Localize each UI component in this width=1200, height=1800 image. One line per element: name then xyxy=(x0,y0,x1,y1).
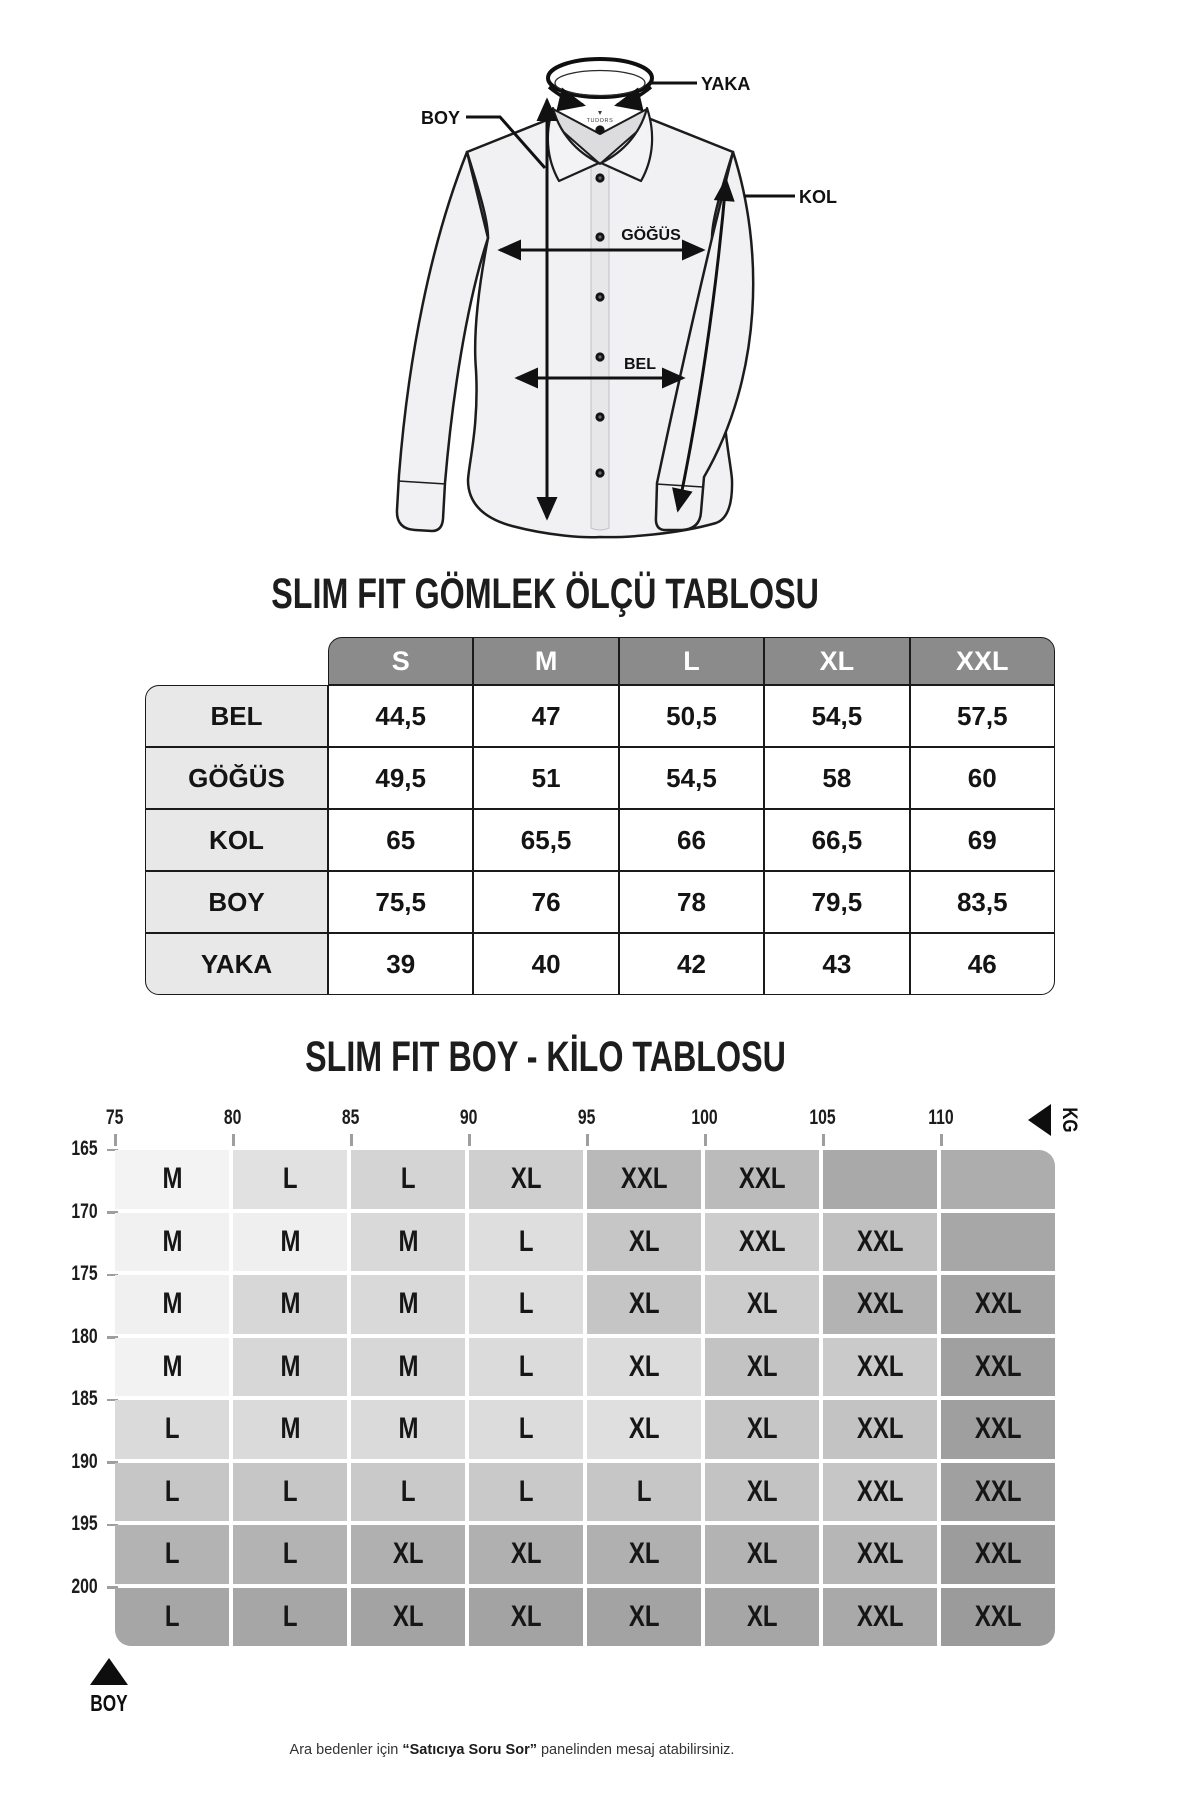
matrix-cell-175-105: XXL xyxy=(823,1275,937,1334)
cell-gogus-s: 49,5 xyxy=(328,747,473,809)
cell-boy-m: 76 xyxy=(473,871,618,933)
cell-kol-l: 66 xyxy=(619,809,764,871)
matrix-cell-190-90: L xyxy=(469,1463,583,1522)
collar-ring-inner xyxy=(555,71,645,96)
cell-kol-xxl: 69 xyxy=(910,809,1055,871)
row-header-boy: BOY xyxy=(145,871,328,933)
row-header-yaka: YAKA xyxy=(145,933,328,995)
cell-bel-xxl: 57,5 xyxy=(910,685,1055,747)
matrix-cell-175-95: XL xyxy=(587,1275,701,1334)
matrix-cell-170-80: M xyxy=(233,1213,347,1272)
cell-bel-xl: 54,5 xyxy=(764,685,909,747)
matrix-cell-190-100: XL xyxy=(705,1463,819,1522)
matrix-cell-195-95: XL xyxy=(587,1525,701,1584)
matrix-cell-180-100: XL xyxy=(705,1338,819,1397)
matrix-cell-185-80: M xyxy=(233,1400,347,1459)
row-header-gogus: GÖĞÜS xyxy=(145,747,328,809)
kg-tick-mark xyxy=(586,1134,589,1146)
brand-mark-icon xyxy=(598,111,602,115)
matrix-cell-165-80: L xyxy=(233,1150,347,1209)
collar-button xyxy=(595,125,604,134)
matrix-cell-185-100: XL xyxy=(705,1400,819,1459)
cell-yaka-l: 42 xyxy=(619,933,764,995)
matrix-cell-175-75: M xyxy=(115,1275,229,1334)
kg-tick-mark xyxy=(822,1134,825,1146)
kg-tick-label-105: 105 xyxy=(809,1106,837,1129)
cell-yaka-xxl: 46 xyxy=(910,933,1055,995)
footer-note-bold: “Satıcıya Soru Sor” xyxy=(402,1742,537,1758)
cell-kol-m: 65,5 xyxy=(473,809,618,871)
boy-tick-label-190: 190 xyxy=(71,1449,98,1473)
matrix-cell-170-110 xyxy=(941,1213,1055,1272)
matrix-cell-190-75: L xyxy=(115,1463,229,1522)
matrix-cell-195-105: XXL xyxy=(823,1525,937,1584)
matrix-cell-190-85: L xyxy=(351,1463,465,1522)
kg-tick-label-90: 90 xyxy=(460,1106,478,1129)
matrix-cell-185-75: L xyxy=(115,1400,229,1459)
size-table xyxy=(145,637,1055,995)
cell-gogus-xxl: 60 xyxy=(910,747,1055,809)
yaka-diagram-label: YAKA xyxy=(701,74,751,94)
matrix-cell-200-85: XL xyxy=(351,1588,465,1647)
cell-bel-s: 44,5 xyxy=(328,685,473,747)
matrix-cell-200-80: L xyxy=(233,1588,347,1647)
kg-tick-label-75: 75 xyxy=(106,1106,124,1129)
kg-tick-mark xyxy=(704,1134,707,1146)
matrix-cell-200-75: L xyxy=(115,1588,229,1647)
matrix-cell-200-110: XXL xyxy=(941,1588,1055,1647)
matrix-cell-195-75: L xyxy=(115,1525,229,1584)
size-col-header-l: L xyxy=(619,637,764,685)
cell-bel-l: 50,5 xyxy=(619,685,764,747)
matrix-cell-175-90: L xyxy=(469,1275,583,1334)
matrix-cell-185-105: XXL xyxy=(823,1400,937,1459)
matrix-cell-170-105: XXL xyxy=(823,1213,937,1272)
shirt-diagram xyxy=(330,30,870,550)
cell-boy-s: 75,5 xyxy=(328,871,473,933)
matrix-cell-165-110 xyxy=(941,1150,1055,1209)
kg-tick-mark xyxy=(114,1134,117,1146)
matrix-cell-185-85: M xyxy=(351,1400,465,1459)
footer-note-prefix: Ara bedenler için xyxy=(289,1742,403,1758)
boy-arrow-icon xyxy=(90,1658,128,1685)
size-col-header-s: S xyxy=(328,637,473,685)
kg-tick-label-95: 95 xyxy=(578,1106,596,1129)
matrix-cell-170-75: M xyxy=(115,1213,229,1272)
matrix-cell-185-95: XL xyxy=(587,1400,701,1459)
matrix-cell-200-105: XXL xyxy=(823,1588,937,1647)
matrix-cell-195-85: XL xyxy=(351,1525,465,1584)
row-header-bel: BEL xyxy=(145,685,328,747)
matrix-cell-195-100: XL xyxy=(705,1525,819,1584)
matrix-cell-165-90: XL xyxy=(469,1150,583,1209)
size-table-title: SLIM FIT GÖMLEK ÖLÇÜ TABLOSU xyxy=(271,570,819,618)
kg-arrow-icon xyxy=(1028,1104,1051,1136)
boy-tick-label-175: 175 xyxy=(71,1262,98,1285)
kg-axis-label: KG xyxy=(1058,1107,1081,1133)
cell-kol-s: 65 xyxy=(328,809,473,871)
matrix-cell-180-110: XXL xyxy=(941,1338,1055,1397)
matrix-cell-200-95: XL xyxy=(587,1588,701,1647)
boy-tick-label-165: 165 xyxy=(71,1137,98,1160)
matrix-cell-170-90: L xyxy=(469,1213,583,1272)
gogus-diagram-label: GÖĞÜS xyxy=(621,227,681,244)
cell-yaka-m: 40 xyxy=(473,933,618,995)
height-weight-matrix xyxy=(115,1150,1055,1646)
matrix-cell-165-100: XXL xyxy=(705,1150,819,1209)
kg-tick-mark xyxy=(350,1134,353,1146)
matrix-cell-175-80: M xyxy=(233,1275,347,1334)
matrix-cell-175-100: XL xyxy=(705,1275,819,1334)
kg-tick-mark xyxy=(940,1134,943,1146)
matrix-cell-195-90: XL xyxy=(469,1525,583,1584)
boy-tick-label-170: 170 xyxy=(71,1199,98,1223)
matrix-cell-170-95: XL xyxy=(587,1213,701,1272)
cell-bel-m: 47 xyxy=(473,685,618,747)
cell-gogus-xl: 58 xyxy=(764,747,909,809)
boy-tick-label-200: 200 xyxy=(71,1574,98,1598)
matrix-cell-190-110: XXL xyxy=(941,1463,1055,1522)
bel-diagram-label: BEL xyxy=(624,356,656,373)
footer-note-suffix: panelinden mesaj atabilirsiniz. xyxy=(536,1742,735,1758)
matrix-cell-170-85: M xyxy=(351,1213,465,1272)
matrix-cell-170-100: XXL xyxy=(705,1213,819,1272)
kg-tick-label-110: 110 xyxy=(928,1106,954,1129)
row-header-kol: KOL xyxy=(145,809,328,871)
matrix-cell-175-110: XXL xyxy=(941,1275,1055,1334)
cell-yaka-xl: 43 xyxy=(764,933,909,995)
matrix-cell-165-75: M xyxy=(115,1150,229,1209)
kg-tick-label-85: 85 xyxy=(342,1106,360,1129)
matrix-cell-180-90: L xyxy=(469,1338,583,1397)
matrix-cell-190-105: XXL xyxy=(823,1463,937,1522)
matrix-cell-200-90: XL xyxy=(469,1588,583,1647)
kg-tick-mark xyxy=(468,1134,471,1146)
matrix-cell-195-110: XXL xyxy=(941,1525,1055,1584)
boy-diagram-label: BOY xyxy=(420,108,460,128)
cell-gogus-m: 51 xyxy=(473,747,618,809)
matrix-cell-165-105 xyxy=(823,1150,937,1209)
footer-note xyxy=(112,1742,912,1758)
kg-tick-mark xyxy=(232,1134,235,1146)
kol-diagram-label: KOL xyxy=(799,187,837,207)
matrix-table-title: SLIM FIT BOY - KİLO TABLOSU xyxy=(304,1033,786,1081)
matrix-cell-180-95: XL xyxy=(587,1338,701,1397)
brand-label: TUDORS xyxy=(586,118,614,124)
matrix-cell-175-85: M xyxy=(351,1275,465,1334)
matrix-cell-190-95: L xyxy=(587,1463,701,1522)
boy-tick-label-180: 180 xyxy=(71,1324,98,1348)
matrix-cell-180-105: XXL xyxy=(823,1338,937,1397)
size-col-header-xl: XL xyxy=(764,637,909,685)
size-table-corner-cell xyxy=(145,637,328,685)
matrix-cell-185-110: XXL xyxy=(941,1400,1055,1459)
matrix-cell-180-75: M xyxy=(115,1338,229,1397)
collar-ring xyxy=(548,59,652,97)
size-col-header-xxl: XXL xyxy=(910,637,1055,685)
matrix-cell-180-80: M xyxy=(233,1338,347,1397)
size-col-header-m: M xyxy=(473,637,618,685)
cell-gogus-l: 54,5 xyxy=(619,747,764,809)
kg-tick-label-80: 80 xyxy=(224,1106,242,1129)
matrix-cell-180-85: M xyxy=(351,1338,465,1397)
boy-axis-label: BOY xyxy=(90,1690,128,1716)
matrix-cell-185-90: L xyxy=(469,1400,583,1459)
kg-tick-label-100: 100 xyxy=(691,1106,719,1129)
matrix-cell-200-100: XL xyxy=(705,1588,819,1647)
boy-tick-label-195: 195 xyxy=(71,1512,98,1535)
boy-tick-label-185: 185 xyxy=(71,1387,98,1410)
cell-boy-xxl: 83,5 xyxy=(910,871,1055,933)
matrix-cell-195-80: L xyxy=(233,1525,347,1584)
matrix-cell-165-85: L xyxy=(351,1150,465,1209)
cell-boy-l: 78 xyxy=(619,871,764,933)
matrix-cell-190-80: L xyxy=(233,1463,347,1522)
matrix-cell-165-95: XXL xyxy=(587,1150,701,1209)
cell-yaka-s: 39 xyxy=(328,933,473,995)
cell-kol-xl: 66,5 xyxy=(764,809,909,871)
cell-boy-xl: 79,5 xyxy=(764,871,909,933)
